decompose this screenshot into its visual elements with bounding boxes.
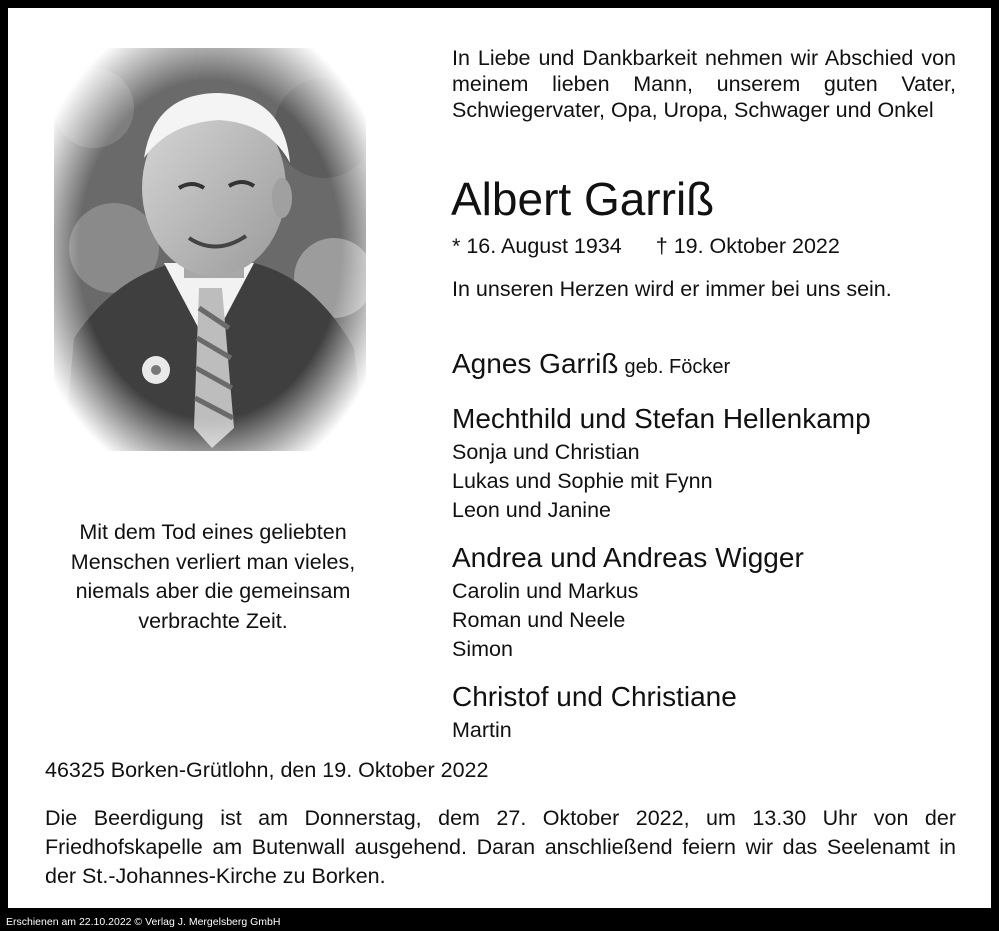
family-member: Simon	[452, 637, 513, 661]
family-group	[452, 539, 962, 664]
memorial-quote	[38, 518, 388, 636]
family-list	[452, 345, 962, 759]
family-head: Mechthild und Stefan Hellenkamp	[452, 403, 871, 434]
family-head: Andrea und Andreas Wigger	[452, 542, 804, 573]
family-member: Lukas und Sophie mit Fynn	[452, 469, 713, 493]
family-member: Carolin und Markus	[452, 579, 639, 603]
intro-text: In Liebe und Dankbarkeit nehmen wir Abschied von meinem lieben Mann, unserem guten Vater, Schwiegervater, Opa, Uropa, Schwager und Onkel	[452, 46, 956, 122]
family-member: Martin	[452, 718, 512, 742]
quote-line: Menschen verliert man vieles,	[70, 549, 356, 574]
death-date: † 19. Oktober 2022	[655, 234, 840, 258]
quote-line: verbrachte Zeit.	[138, 608, 288, 633]
funeral-notice: Die Beerdigung ist am Donnerstag, dem 27. Oktober 2022, um 13.30 Uhr von der Friedhofskapelle am Butenwall ausgehend. Daran anschließend feiern wir das Seelenamt in der St.-Johannes-Kirche zu Borken.	[45, 806, 956, 888]
quote-line: niemals aber die gemeinsam	[75, 579, 351, 603]
family-group	[452, 400, 962, 525]
quote-line: Mit dem Tod eines geliebten	[79, 520, 347, 544]
family-head: Christof und Christiane	[452, 681, 737, 712]
deceased-name: Albert Garriß	[451, 173, 715, 225]
family-group	[452, 345, 962, 386]
motto-text: In unseren Herzen wird er immer bei uns sein.	[452, 277, 892, 301]
publication-footer: Erschienen am 22.10.2022 © Verlag J. Mergelsberg GmbH	[6, 916, 281, 928]
life-dates	[452, 233, 840, 259]
family-member: Sonja und Christian	[452, 440, 640, 464]
obituary-card	[8, 8, 991, 908]
portrait-photo	[54, 48, 366, 451]
place-and-date: 46325 Borken-Grütlohn, den 19. Oktober 2022	[45, 758, 489, 782]
family-head: Agnes Garriß	[452, 348, 619, 379]
family-member: Roman und Neele	[452, 608, 626, 632]
birth-date: * 16. August 1934	[452, 234, 622, 258]
family-suffix: geb. Föcker	[624, 356, 731, 378]
portrait-illustration	[54, 48, 366, 451]
family-group	[452, 678, 962, 745]
family-member: Leon und Janine	[452, 498, 612, 522]
